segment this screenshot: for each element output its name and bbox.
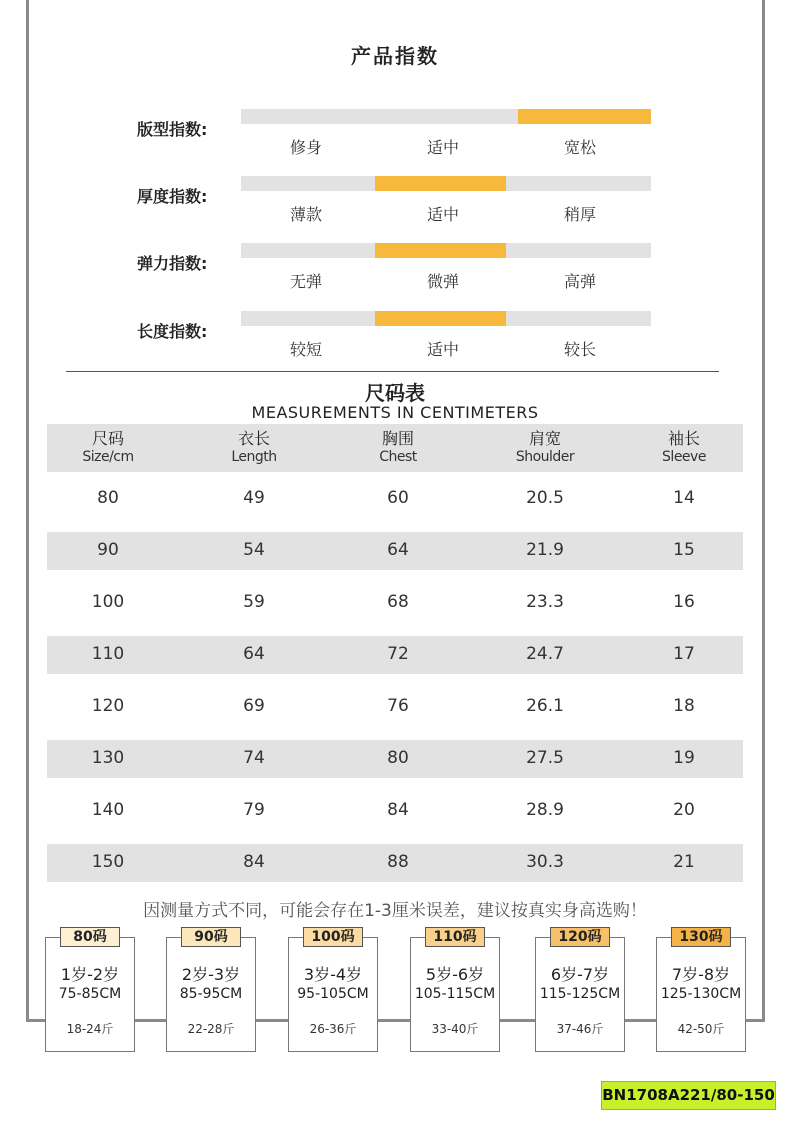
table-cell: 20	[673, 800, 695, 820]
size-card-weight: 37-46斤	[556, 1022, 604, 1036]
size-card-age: 5岁-6岁	[425, 965, 485, 984]
product-code: BN1708A221/80-150	[601, 1081, 776, 1110]
table-row	[47, 576, 743, 628]
index-bar	[241, 243, 651, 258]
table-cell: 150	[91, 852, 125, 872]
size-card-age: 1岁-2岁	[60, 965, 120, 984]
index-option: 适中	[426, 205, 459, 224]
index-option: 较短	[289, 340, 322, 359]
section-divider	[66, 371, 719, 372]
size-subtitle: MEASUREMENTS IN CENTIMETERS	[251, 403, 539, 422]
index-label: 厚度指数:	[137, 187, 208, 206]
size-card-weight: 26-36斤	[309, 1022, 357, 1036]
header-sleeve: 袖长 Sleeve	[662, 429, 706, 465]
index-option: 高弹	[563, 272, 596, 291]
size-card-weight: 18-24斤	[66, 1022, 114, 1036]
table-cell: 88	[387, 852, 409, 872]
size-card	[410, 929, 500, 1052]
index-row-elasticity	[0, 243, 790, 303]
index-bar	[241, 109, 651, 124]
size-card-tag: 110码	[425, 927, 485, 947]
table-cell: 72	[387, 644, 409, 664]
index-option: 适中	[426, 138, 459, 157]
index-option: 修身	[289, 138, 322, 157]
table-cell: 69	[243, 696, 265, 716]
table-cell: 21.9	[526, 540, 564, 560]
index-selected-segment	[518, 109, 651, 124]
index-selected-segment	[375, 176, 506, 191]
table-cell: 64	[387, 540, 409, 560]
frame-bottom-line	[26, 1019, 765, 1022]
index-selected-segment	[375, 311, 506, 326]
size-card-height: 115-125CM	[539, 986, 621, 1002]
table-cell: 120	[91, 696, 125, 716]
table-row	[47, 732, 743, 784]
table-cell: 76	[387, 696, 409, 716]
table-cell: 140	[91, 800, 125, 820]
index-label: 弹力指数:	[137, 254, 208, 273]
size-card	[288, 929, 378, 1052]
table-cell: 90	[97, 540, 119, 560]
header-length: 衣长 Length	[231, 429, 277, 465]
size-card-height: 85-95CM	[179, 986, 243, 1002]
table-cell: 18	[673, 696, 695, 716]
table-cell: 28.9	[526, 800, 564, 820]
index-bar	[241, 176, 651, 191]
index-option: 微弹	[426, 272, 459, 291]
table-header	[47, 424, 743, 472]
size-card-age: 2岁-3岁	[181, 965, 241, 984]
table-cell: 80	[97, 488, 119, 508]
table-cell: 64	[243, 644, 265, 664]
table-cell: 68	[387, 592, 409, 612]
index-label: 版型指数:	[137, 120, 208, 139]
header-size: 尺码 Size/cm	[82, 429, 134, 465]
table-cell: 26.1	[526, 696, 564, 716]
size-card	[166, 929, 256, 1052]
size-card-tag: 120码	[550, 927, 610, 947]
index-option: 适中	[426, 340, 459, 359]
table-cell: 14	[673, 488, 695, 508]
index-option: 宽松	[563, 138, 596, 157]
table-row	[47, 784, 743, 836]
header-shoulder: 肩宽 Shoulder	[515, 429, 575, 465]
size-title: 尺码表	[365, 381, 425, 405]
table-cell: 15	[673, 540, 695, 560]
size-card-tag: 90码	[181, 927, 241, 947]
size-card-height: 125-130CM	[660, 986, 742, 1002]
table-cell: 130	[91, 748, 125, 768]
table-cell: 19	[673, 748, 695, 768]
table-cell: 27.5	[526, 748, 564, 768]
table-cell: 60	[387, 488, 409, 508]
table-cell: 84	[387, 800, 409, 820]
table-cell: 16	[673, 592, 695, 612]
table-cell: 59	[243, 592, 265, 612]
size-card-tag: 80码	[60, 927, 120, 947]
index-title: 产品指数	[351, 44, 439, 68]
table-cell: 80	[387, 748, 409, 768]
size-card	[45, 929, 135, 1052]
table-row	[47, 680, 743, 732]
table-cell: 100	[91, 592, 125, 612]
header-chest: 胸围 Chest	[379, 429, 417, 465]
table-cell: 79	[243, 800, 265, 820]
measurement-note: 因测量方式不同，可能会存在1-3厘米误差，建议按真实身高选购！	[143, 901, 647, 921]
table-cell: 23.3	[526, 592, 564, 612]
table-row	[47, 628, 743, 680]
size-card-weight: 33-40斤	[431, 1022, 479, 1036]
table-cell: 20.5	[526, 488, 564, 508]
size-card	[656, 929, 746, 1052]
index-bar	[241, 311, 651, 326]
size-card-weight: 42-50斤	[677, 1022, 725, 1036]
size-card-tag: 100码	[303, 927, 363, 947]
table-row	[47, 524, 743, 576]
table-body	[47, 472, 743, 888]
size-card-weight: 22-28斤	[187, 1022, 235, 1036]
table-cell: 54	[243, 540, 265, 560]
table-cell: 74	[243, 748, 265, 768]
size-card-height: 105-115CM	[414, 986, 496, 1002]
index-option: 稍厚	[563, 205, 596, 224]
index-selected-segment	[375, 243, 506, 258]
size-card-height: 95-105CM	[297, 986, 369, 1002]
size-card	[535, 929, 625, 1052]
size-card-age: 6岁-7岁	[550, 965, 610, 984]
index-label: 长度指数:	[137, 322, 208, 341]
index-option: 薄款	[289, 205, 322, 224]
table-row	[47, 472, 743, 524]
table-cell: 30.3	[526, 852, 564, 872]
index-option: 无弹	[289, 272, 322, 291]
table-cell: 49	[243, 488, 265, 508]
table-cell: 84	[243, 852, 265, 872]
size-card-tag: 130码	[671, 927, 731, 947]
size-card-age: 7岁-8岁	[671, 965, 731, 984]
index-row-fit	[0, 109, 790, 169]
index-option: 较长	[563, 340, 596, 359]
size-table	[47, 424, 743, 888]
size-card-height: 75-85CM	[58, 986, 122, 1002]
size-card-age: 3岁-4岁	[303, 965, 363, 984]
table-cell: 21	[673, 852, 695, 872]
table-cell: 24.7	[526, 644, 564, 664]
table-cell: 17	[673, 644, 695, 664]
index-row-length	[0, 311, 790, 371]
table-cell: 110	[91, 644, 125, 664]
index-row-thickness	[0, 176, 790, 236]
table-row	[47, 836, 743, 888]
